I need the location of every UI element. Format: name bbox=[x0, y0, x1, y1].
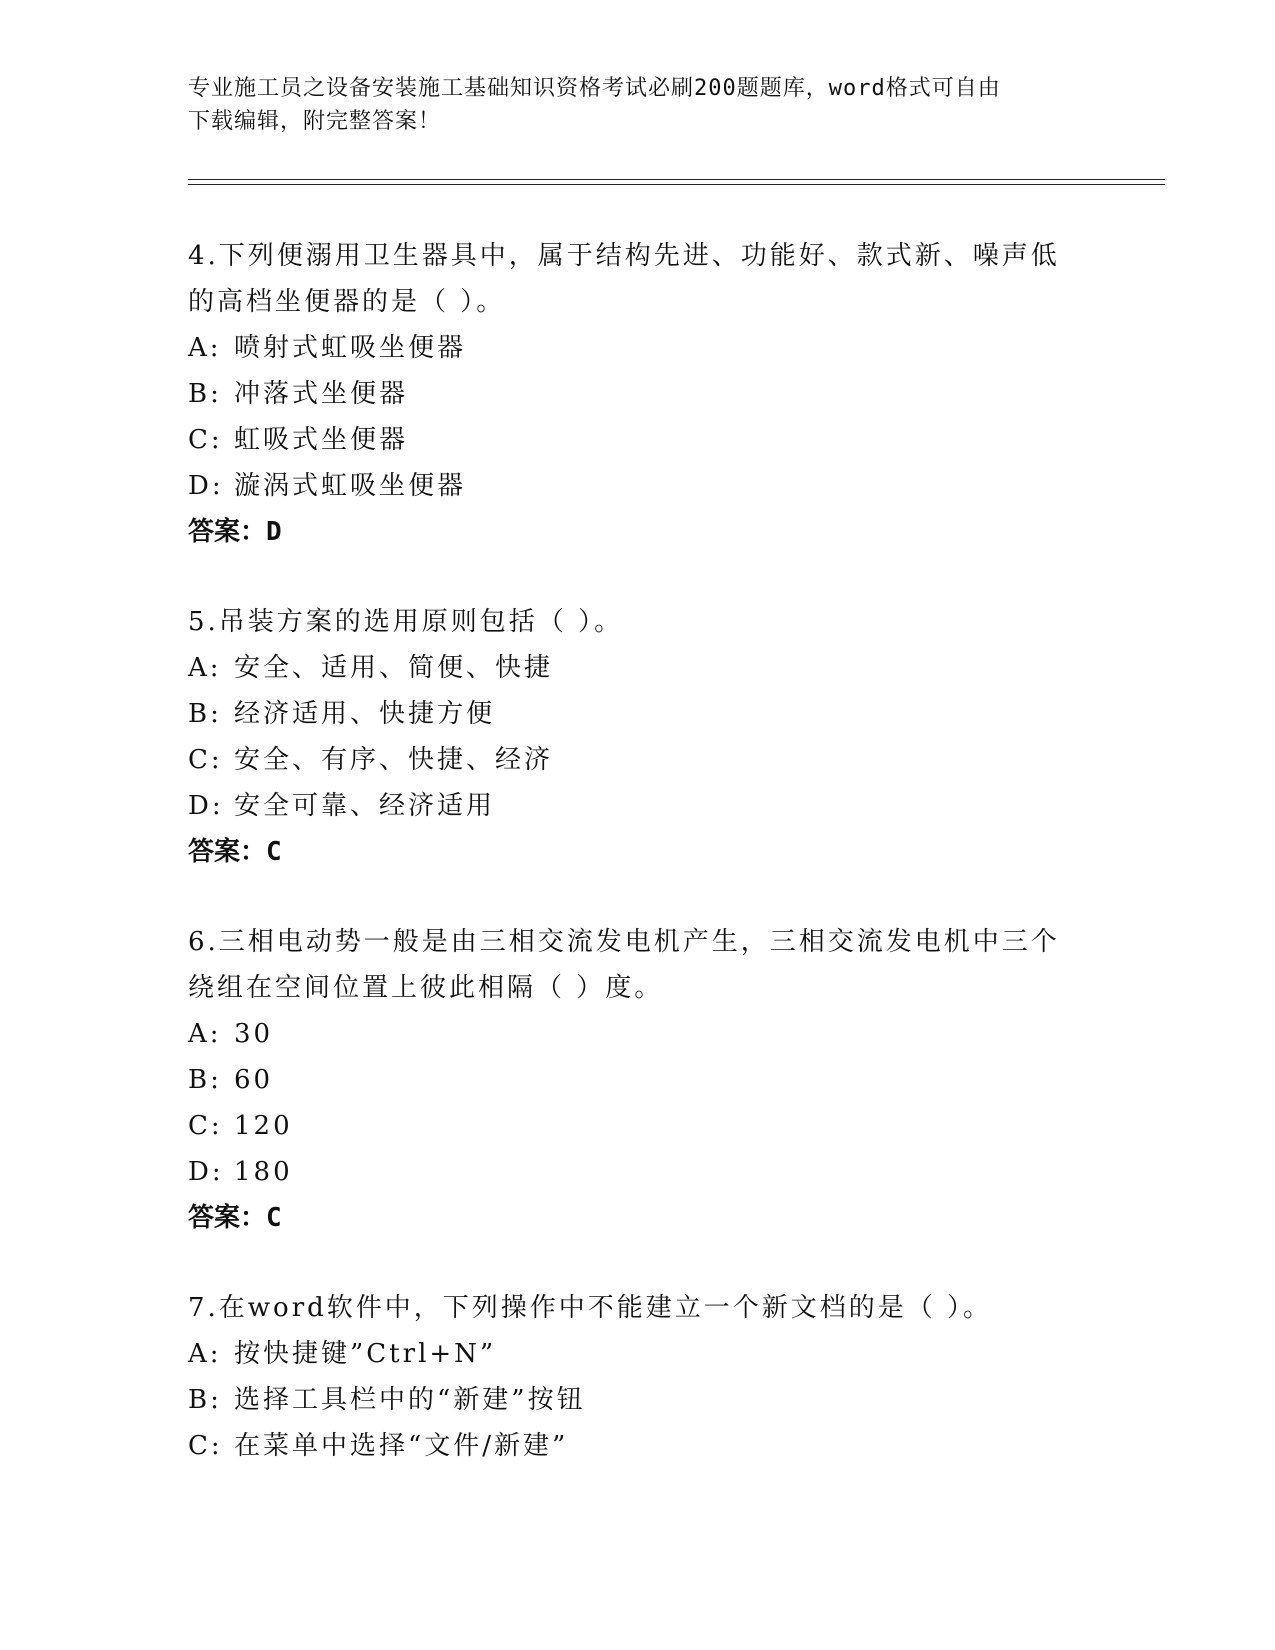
answer: 答案：D bbox=[188, 517, 282, 547]
option-key: C: bbox=[188, 1111, 223, 1141]
option-text: 在菜单中选择“文件/新建” bbox=[234, 1431, 569, 1461]
option-a bbox=[188, 1011, 1088, 1057]
option-text: 安全、适用、简便、快捷 bbox=[234, 653, 554, 683]
option-d bbox=[188, 1149, 1088, 1195]
question-stem: 5.吊装方案的选用原则包括（ ）。 bbox=[188, 607, 624, 637]
option-text: 冲落式坐便器 bbox=[234, 379, 409, 409]
option-key: D: bbox=[188, 1157, 224, 1187]
option-text: 虹吸式坐便器 bbox=[234, 425, 409, 455]
question-stem: 6.三相电动势一般是由三相交流发电机产生，三相交流发电机中三个 bbox=[188, 927, 1060, 957]
question-stem-continued: 绕组在空间位置上彼此相隔（ ）度。 bbox=[188, 973, 664, 1003]
option-c bbox=[188, 1103, 1088, 1149]
question-7 bbox=[188, 1285, 1088, 1469]
option-key: A: bbox=[188, 333, 222, 363]
question-stem-continued: 的高档坐便器的是（ ）。 bbox=[188, 287, 506, 317]
question-list bbox=[188, 233, 1088, 1513]
option-key: D: bbox=[188, 471, 224, 501]
option-d bbox=[188, 463, 1088, 509]
option-key: D: bbox=[188, 791, 224, 821]
option-b bbox=[188, 1377, 1088, 1423]
option-c bbox=[188, 417, 1088, 463]
header-line-2: 下载编辑，附完整答案！ bbox=[188, 109, 442, 134]
option-text: 按快捷键”Ctrl+N” bbox=[234, 1339, 497, 1369]
option-b bbox=[188, 691, 1088, 737]
option-a bbox=[188, 1331, 1088, 1377]
question-6 bbox=[188, 919, 1088, 1241]
option-a bbox=[188, 645, 1088, 691]
option-text: 经济适用、快捷方便 bbox=[234, 699, 496, 729]
option-key: B: bbox=[188, 699, 222, 729]
option-c bbox=[188, 737, 1088, 783]
option-text: 安全、有序、快捷、经济 bbox=[234, 745, 554, 775]
answer: 答案：C bbox=[188, 837, 282, 867]
option-key: A: bbox=[188, 1339, 222, 1369]
question-stem: 7.在word软件中，下列操作中不能建立一个新文档的是（ ）。 bbox=[188, 1293, 993, 1323]
header-divider-bottom bbox=[188, 184, 1165, 185]
option-b bbox=[188, 371, 1088, 417]
option-text: 漩涡式虹吸坐便器 bbox=[234, 471, 467, 501]
option-text: 安全可靠、经济适用 bbox=[234, 791, 496, 821]
question-4 bbox=[188, 233, 1088, 555]
option-key: B: bbox=[188, 1385, 222, 1415]
option-key: B: bbox=[188, 1065, 222, 1095]
option-key: B: bbox=[188, 379, 222, 409]
option-key: C: bbox=[188, 425, 223, 455]
option-d bbox=[188, 783, 1088, 829]
option-c bbox=[188, 1423, 1088, 1469]
option-text: 喷射式虹吸坐便器 bbox=[234, 333, 467, 363]
question-5 bbox=[188, 599, 1088, 875]
question-stem: 4.下列便溺用卫生器具中，属于结构先进、功能好、款式新、噪声低 bbox=[188, 241, 1060, 271]
option-text: 120 bbox=[234, 1111, 293, 1141]
option-text: 60 bbox=[234, 1065, 274, 1095]
header-line-1: 专业施工员之设备安装施工基础知识资格考试必刷200题题库，word格式可自由 bbox=[188, 76, 1001, 101]
option-text: 30 bbox=[234, 1019, 274, 1049]
option-key: A: bbox=[188, 653, 222, 683]
header-divider-top bbox=[188, 179, 1165, 180]
option-b bbox=[188, 1057, 1088, 1103]
option-a bbox=[188, 325, 1088, 371]
option-text: 选择工具栏中的“新建”按钮 bbox=[234, 1385, 586, 1415]
document-header bbox=[188, 72, 1088, 138]
answer: 答案：C bbox=[188, 1203, 282, 1233]
option-key: C: bbox=[188, 1431, 223, 1461]
option-key: A: bbox=[188, 1019, 222, 1049]
option-text: 180 bbox=[234, 1157, 293, 1187]
option-key: C: bbox=[188, 745, 223, 775]
